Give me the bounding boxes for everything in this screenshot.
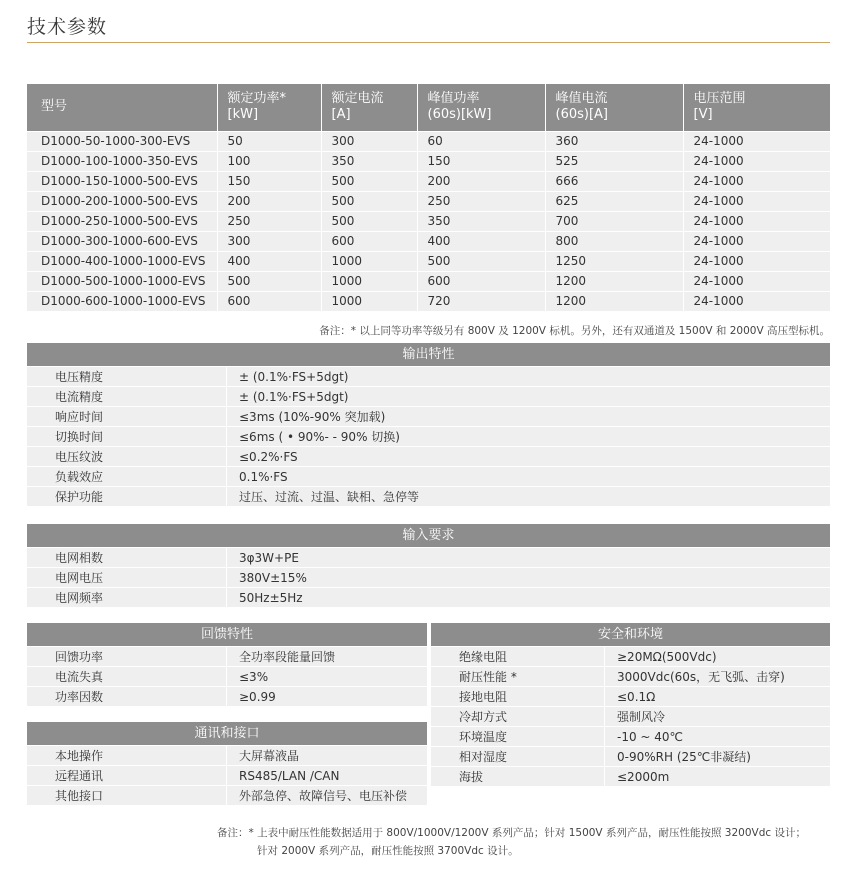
spec-value: 大屏幕液晶 <box>239 749 300 763</box>
spec-label: 本地操作 <box>27 746 227 765</box>
value-cell: 1000 <box>321 271 417 291</box>
spec-row <box>27 547 830 567</box>
spec-value: ≥20MΩ(500Vdc) <box>617 650 717 664</box>
model-cell: D1000-300-1000-600-EVS <box>27 231 217 251</box>
value-cell: 24-1000 <box>683 131 830 151</box>
model-table <box>27 84 830 311</box>
table-row <box>27 251 830 271</box>
model-table-note: 备注：* 以上同等功率等级另有 800V 及 1200V 标机。另外，还有双通道及 1500V 和 2000V 高压型标机。 <box>319 325 830 337</box>
spec-value: ≤6ms ( • 90%- - 90% 切换) <box>239 430 400 444</box>
value-cell: 350 <box>417 211 545 231</box>
spec-label: 电压精度 <box>27 367 227 386</box>
value-cell: 720 <box>417 291 545 311</box>
value-cell: 625 <box>545 191 683 211</box>
spec-label: 负载效应 <box>27 467 227 486</box>
spec-row <box>27 686 427 706</box>
spec-row <box>27 785 427 805</box>
spec-label: 电网电压 <box>27 568 227 587</box>
spec-value: 3000Vdc(60s，无飞弧、击穿) <box>617 670 785 684</box>
value-cell: 24-1000 <box>683 231 830 251</box>
spec-row <box>27 567 830 587</box>
value-cell: 60 <box>417 131 545 151</box>
spec-label: 环境温度 <box>431 727 605 746</box>
value-cell: 500 <box>321 191 417 211</box>
spec-label: 功率因数 <box>27 687 227 706</box>
model-cell: D1000-600-1000-1000-EVS <box>27 291 217 311</box>
value-cell: 360 <box>545 131 683 151</box>
footnote-line-1: 备注：* 上表中耐压性能数据适用于 800V/1000V/1200V 系列产品；针对 1500V 系列产品，耐压性能按照 3200Vdc 设计； <box>217 827 806 839</box>
value-cell: 24-1000 <box>683 151 830 171</box>
spec-value: 50Hz±5Hz <box>239 591 303 605</box>
table-row <box>27 271 830 291</box>
value-cell: 24-1000 <box>683 251 830 271</box>
spec-value: ≤3ms (10%-90% 突加载) <box>239 410 386 424</box>
page-title: 技术参数 <box>27 16 108 38</box>
spec-row <box>27 406 830 426</box>
spec-row <box>27 386 830 406</box>
spec-value: ≤0.1Ω <box>617 690 656 704</box>
spec-value: RS485/LAN /CAN <box>239 769 340 783</box>
spec-label: 电网相数 <box>27 548 227 567</box>
spec-label: 海拔 <box>431 767 605 786</box>
value-cell: 1000 <box>321 291 417 311</box>
table-row <box>27 131 830 151</box>
value-cell: 24-1000 <box>683 191 830 211</box>
spec-label: 电压纹波 <box>27 447 227 466</box>
section-feedback <box>27 623 427 706</box>
value-cell: 150 <box>217 171 321 191</box>
spec-value: ≥0.99 <box>239 690 276 704</box>
footnote-line-2: 针对 2000V 系列产品，耐压性能按照 3700Vdc 设计。 <box>257 845 519 857</box>
spec-value: ≤0.2%·FS <box>239 450 298 464</box>
section-title: 输入要求 <box>27 524 830 547</box>
header-rated-current: 额定电流 [A] <box>321 84 417 131</box>
spec-value: ± (0.1%·FS+5dgt) <box>239 370 349 384</box>
spec-label: 远程通讯 <box>27 766 227 785</box>
section-title: 回馈特性 <box>27 623 427 646</box>
model-cell: D1000-50-1000-300-EVS <box>27 131 217 151</box>
value-cell: 24-1000 <box>683 171 830 191</box>
value-cell: 600 <box>321 231 417 251</box>
value-cell: 200 <box>417 171 545 191</box>
spec-label: 电流失真 <box>27 667 227 686</box>
value-cell: 700 <box>545 211 683 231</box>
section-safety <box>431 623 830 786</box>
header-voltage-range: 电压范围 [V] <box>683 84 830 131</box>
spec-value: 全功率段能量回馈 <box>239 650 336 664</box>
spec-value: 外部急停、故障信号、电压补偿 <box>239 789 408 803</box>
section-title: 输出特性 <box>27 343 830 366</box>
value-cell: 666 <box>545 171 683 191</box>
value-cell: 1000 <box>321 251 417 271</box>
value-cell: 200 <box>217 191 321 211</box>
value-cell: 24-1000 <box>683 291 830 311</box>
value-cell: 400 <box>417 231 545 251</box>
footnote <box>217 824 806 860</box>
value-cell: 1200 <box>545 291 683 311</box>
spec-value: ≤2000m <box>617 770 670 784</box>
value-cell: 150 <box>417 151 545 171</box>
header-rated-power: 额定功率* [kW] <box>217 84 321 131</box>
spec-label: 耐压性能 * <box>431 667 605 686</box>
value-cell: 50 <box>217 131 321 151</box>
spec-row <box>431 706 830 726</box>
table-row <box>27 191 830 211</box>
model-cell: D1000-200-1000-500-EVS <box>27 191 217 211</box>
value-cell: 300 <box>321 131 417 151</box>
spec-value: 0-90%RH (25℃非凝结) <box>617 750 751 764</box>
spec-row <box>431 766 830 786</box>
section-output <box>27 343 830 506</box>
spec-label: 保护功能 <box>27 487 227 506</box>
spec-row <box>27 366 830 386</box>
spec-label: 绝缘电阻 <box>431 647 605 666</box>
table-row <box>27 171 830 191</box>
spec-row <box>27 446 830 466</box>
spec-value: ± (0.1%·FS+5dgt) <box>239 390 349 404</box>
model-table-header-row <box>27 84 830 131</box>
spec-label: 接地电阻 <box>431 687 605 706</box>
spec-value: 过压、过流、过温、缺相、急停等 <box>239 490 420 504</box>
spec-label: 响应时间 <box>27 407 227 426</box>
value-cell: 1250 <box>545 251 683 271</box>
spec-value: -10 ~ 40℃ <box>617 730 684 744</box>
value-cell: 400 <box>217 251 321 271</box>
value-cell: 500 <box>321 211 417 231</box>
spec-row <box>431 666 830 686</box>
model-cell: D1000-150-1000-500-EVS <box>27 171 217 191</box>
value-cell: 300 <box>217 231 321 251</box>
spec-row <box>27 486 830 506</box>
value-cell: 250 <box>417 191 545 211</box>
section-title: 安全和环境 <box>431 623 830 646</box>
header-peak-current: 峰值电流 (60s)[A] <box>545 84 683 131</box>
spec-row <box>431 746 830 766</box>
value-cell: 500 <box>217 271 321 291</box>
spec-value: 380V±15% <box>239 571 307 585</box>
spec-value: 3φ3W+PE <box>239 551 299 565</box>
spec-row <box>431 646 830 666</box>
value-cell: 600 <box>217 291 321 311</box>
value-cell: 525 <box>545 151 683 171</box>
spec-row <box>27 765 427 785</box>
spec-row <box>27 466 830 486</box>
value-cell: 600 <box>417 271 545 291</box>
spec-row <box>27 745 427 765</box>
title-divider <box>27 42 830 43</box>
spec-label: 回馈功率 <box>27 647 227 666</box>
value-cell: 100 <box>217 151 321 171</box>
spec-row <box>27 666 427 686</box>
header-model: 型号 <box>27 84 217 131</box>
value-cell: 24-1000 <box>683 211 830 231</box>
spec-row <box>27 646 427 666</box>
table-row <box>27 151 830 171</box>
spec-value: ≤3% <box>239 670 269 684</box>
value-cell: 500 <box>321 171 417 191</box>
table-row <box>27 291 830 311</box>
spec-label: 切换时间 <box>27 427 227 446</box>
spec-label: 冷却方式 <box>431 707 605 726</box>
value-cell: 800 <box>545 231 683 251</box>
spec-value: 强制风冷 <box>617 710 666 724</box>
spec-label: 其他接口 <box>27 786 227 805</box>
value-cell: 500 <box>417 251 545 271</box>
model-cell: D1000-500-1000-1000-EVS <box>27 271 217 291</box>
spec-label: 电网频率 <box>27 588 227 607</box>
table-row <box>27 211 830 231</box>
section-communication <box>27 722 427 805</box>
value-cell: 1200 <box>545 271 683 291</box>
model-cell: D1000-400-1000-1000-EVS <box>27 251 217 271</box>
value-cell: 24-1000 <box>683 271 830 291</box>
value-cell: 350 <box>321 151 417 171</box>
value-cell: 250 <box>217 211 321 231</box>
spec-row <box>431 726 830 746</box>
model-cell: D1000-100-1000-350-EVS <box>27 151 217 171</box>
spec-row <box>27 587 830 607</box>
spec-label: 电流精度 <box>27 387 227 406</box>
header-peak-power: 峰值功率 (60s)[kW] <box>417 84 545 131</box>
section-title: 通讯和接口 <box>27 722 427 745</box>
model-cell: D1000-250-1000-500-EVS <box>27 211 217 231</box>
spec-label: 相对湿度 <box>431 747 605 766</box>
table-row <box>27 231 830 251</box>
spec-row <box>27 426 830 446</box>
section-input <box>27 524 830 607</box>
spec-value: 0.1%·FS <box>239 470 288 484</box>
spec-row <box>431 686 830 706</box>
